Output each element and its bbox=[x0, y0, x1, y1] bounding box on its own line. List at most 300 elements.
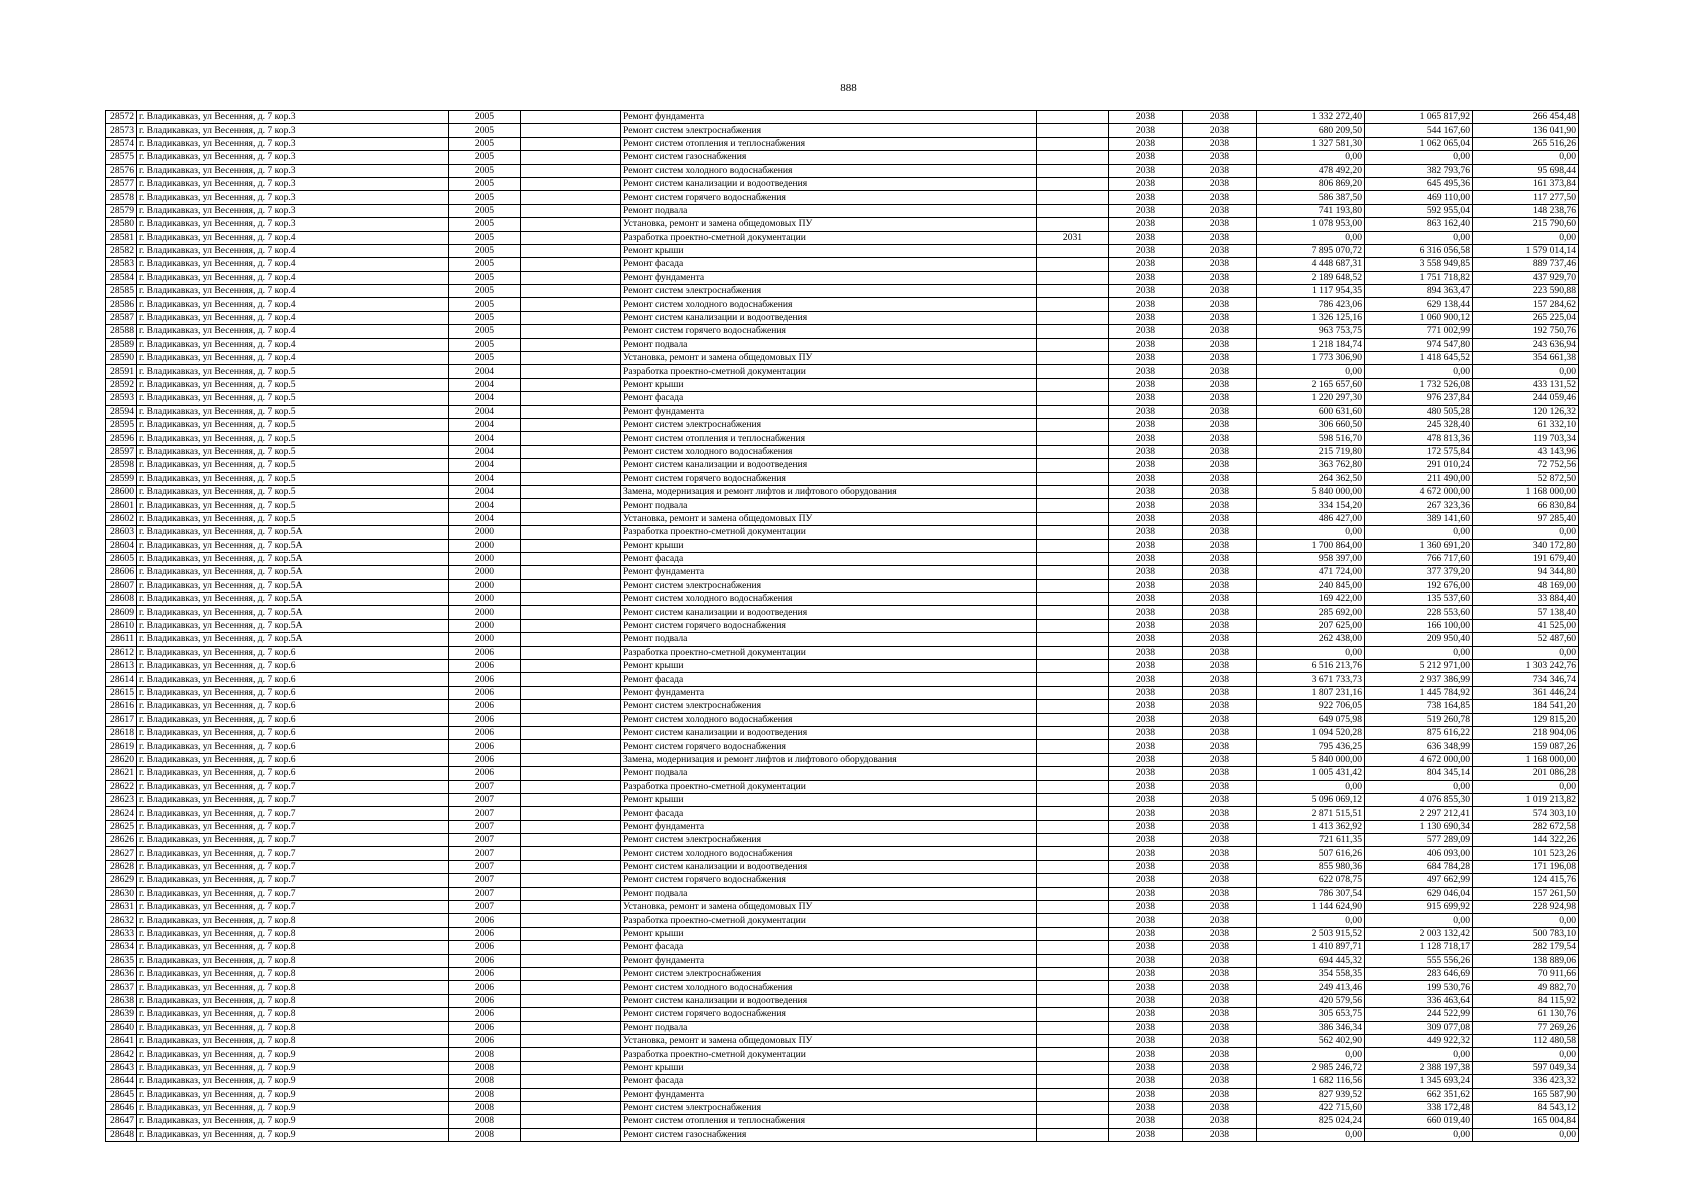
plan-end-year-cell: 2038 bbox=[1183, 860, 1257, 873]
total-cost-cell: 622 078,75 bbox=[1257, 874, 1365, 887]
work-type-cell: Замена, модернизация и ремонт лифтов и лифтового оборудования bbox=[621, 753, 1037, 766]
blank-cell bbox=[521, 780, 621, 793]
table-row bbox=[106, 834, 1579, 847]
plan-start-year-cell: 2038 bbox=[1109, 204, 1183, 217]
design-year-cell bbox=[1037, 204, 1109, 217]
fund-share-cell: 6 316 056,58 bbox=[1365, 244, 1473, 257]
build-year-cell: 2005 bbox=[449, 231, 521, 244]
design-year-cell bbox=[1037, 244, 1109, 257]
build-year-cell: 2005 bbox=[449, 311, 521, 324]
fund-share-cell: 497 662,99 bbox=[1365, 874, 1473, 887]
blank-cell bbox=[521, 405, 621, 418]
fund-share-cell: 766 717,60 bbox=[1365, 552, 1473, 565]
build-year-cell: 2007 bbox=[449, 901, 521, 914]
build-year-cell: 2006 bbox=[449, 726, 521, 739]
plan-end-year-cell: 2038 bbox=[1183, 325, 1257, 338]
owner-share-cell: 223 590,88 bbox=[1473, 285, 1579, 298]
owner-share-cell: 192 750,76 bbox=[1473, 325, 1579, 338]
plan-end-year-cell: 2038 bbox=[1183, 432, 1257, 445]
work-type-cell: Ремонт систем отопления и теплоснабжения bbox=[621, 137, 1037, 150]
total-cost-cell: 963 753,75 bbox=[1257, 325, 1365, 338]
row-id-cell: 28604 bbox=[106, 539, 137, 552]
plan-start-year-cell: 2038 bbox=[1109, 994, 1183, 1007]
total-cost-cell: 169 422,00 bbox=[1257, 593, 1365, 606]
plan-start-year-cell: 2038 bbox=[1109, 445, 1183, 458]
plan-end-year-cell: 2038 bbox=[1183, 137, 1257, 150]
row-id-cell: 28633 bbox=[106, 927, 137, 940]
work-type-cell: Ремонт систем электроснабжения bbox=[621, 418, 1037, 431]
work-type-cell: Ремонт фасада bbox=[621, 673, 1037, 686]
build-year-cell: 2006 bbox=[449, 1021, 521, 1034]
total-cost-cell: 786 307,54 bbox=[1257, 887, 1365, 900]
plan-end-year-cell: 2038 bbox=[1183, 311, 1257, 324]
plan-end-year-cell: 2038 bbox=[1183, 1075, 1257, 1088]
owner-share-cell: 61 130,76 bbox=[1473, 1008, 1579, 1021]
build-year-cell: 2006 bbox=[449, 914, 521, 927]
work-type-cell: Ремонт фасада bbox=[621, 807, 1037, 820]
work-type-cell: Установка, ремонт и замена общедомовых ПУ bbox=[621, 512, 1037, 525]
total-cost-cell: 855 980,36 bbox=[1257, 860, 1365, 873]
plan-start-year-cell: 2038 bbox=[1109, 512, 1183, 525]
row-id-cell: 28601 bbox=[106, 499, 137, 512]
blank-cell bbox=[521, 552, 621, 565]
design-year-cell bbox=[1037, 606, 1109, 619]
work-type-cell: Разработка проектно-сметной документации bbox=[621, 914, 1037, 927]
fund-share-cell: 555 556,26 bbox=[1365, 954, 1473, 967]
build-year-cell: 2005 bbox=[449, 285, 521, 298]
build-year-cell: 2006 bbox=[449, 753, 521, 766]
row-id-cell: 28582 bbox=[106, 244, 137, 257]
row-id-cell: 28626 bbox=[106, 834, 137, 847]
plan-end-year-cell: 2038 bbox=[1183, 927, 1257, 940]
row-id-cell: 28608 bbox=[106, 593, 137, 606]
plan-start-year-cell: 2038 bbox=[1109, 593, 1183, 606]
total-cost-cell: 1 078 953,00 bbox=[1257, 218, 1365, 231]
plan-start-year-cell: 2038 bbox=[1109, 874, 1183, 887]
build-year-cell: 2004 bbox=[449, 392, 521, 405]
design-year-cell bbox=[1037, 740, 1109, 753]
plan-start-year-cell: 2038 bbox=[1109, 914, 1183, 927]
row-id-cell: 28607 bbox=[106, 579, 137, 592]
work-type-cell: Ремонт систем холодного водоснабжения bbox=[621, 981, 1037, 994]
table-row bbox=[106, 686, 1579, 699]
fund-share-cell: 660 019,40 bbox=[1365, 1115, 1473, 1128]
design-year-cell bbox=[1037, 981, 1109, 994]
design-year-cell bbox=[1037, 258, 1109, 271]
blank-cell bbox=[521, 847, 621, 860]
design-year-cell bbox=[1037, 1101, 1109, 1114]
plan-end-year-cell: 2038 bbox=[1183, 526, 1257, 539]
row-id-cell: 28637 bbox=[106, 981, 137, 994]
row-id-cell: 28647 bbox=[106, 1115, 137, 1128]
owner-share-cell: 97 285,40 bbox=[1473, 512, 1579, 525]
fund-share-cell: 0,00 bbox=[1365, 646, 1473, 659]
plan-end-year-cell: 2038 bbox=[1183, 660, 1257, 673]
fund-share-cell: 406 093,00 bbox=[1365, 847, 1473, 860]
work-type-cell: Установка, ремонт и замена общедомовых ПУ bbox=[621, 1034, 1037, 1047]
owner-share-cell: 218 904,06 bbox=[1473, 726, 1579, 739]
table-row bbox=[106, 633, 1579, 646]
total-cost-cell: 240 845,00 bbox=[1257, 579, 1365, 592]
owner-share-cell: 340 172,80 bbox=[1473, 539, 1579, 552]
fund-share-cell: 684 784,28 bbox=[1365, 860, 1473, 873]
design-year-cell bbox=[1037, 526, 1109, 539]
fund-share-cell: 0,00 bbox=[1365, 1048, 1473, 1061]
total-cost-cell: 306 660,50 bbox=[1257, 418, 1365, 431]
plan-end-year-cell: 2038 bbox=[1183, 566, 1257, 579]
fund-share-cell: 244 522,99 bbox=[1365, 1008, 1473, 1021]
plan-start-year-cell: 2038 bbox=[1109, 767, 1183, 780]
design-year-cell bbox=[1037, 887, 1109, 900]
plan-end-year-cell: 2038 bbox=[1183, 753, 1257, 766]
plan-end-year-cell: 2038 bbox=[1183, 352, 1257, 365]
address-cell: г. Владикавказ, ул Весенняя, д. 7 кор.6 bbox=[137, 713, 449, 726]
blank-cell bbox=[521, 820, 621, 833]
table-row bbox=[106, 512, 1579, 525]
plan-end-year-cell: 2038 bbox=[1183, 994, 1257, 1007]
work-type-cell: Ремонт подвала bbox=[621, 633, 1037, 646]
blank-cell bbox=[521, 459, 621, 472]
owner-share-cell: 41 525,00 bbox=[1473, 619, 1579, 632]
owner-share-cell: 282 179,54 bbox=[1473, 941, 1579, 954]
owner-share-cell: 101 523,26 bbox=[1473, 847, 1579, 860]
design-year-cell bbox=[1037, 954, 1109, 967]
owner-share-cell: 57 138,40 bbox=[1473, 606, 1579, 619]
build-year-cell: 2006 bbox=[449, 686, 521, 699]
address-cell: г. Владикавказ, ул Весенняя, д. 7 кор.6 bbox=[137, 740, 449, 753]
blank-cell bbox=[521, 298, 621, 311]
address-cell: г. Владикавказ, ул Весенняя, д. 7 кор.5 bbox=[137, 365, 449, 378]
blank-cell bbox=[521, 124, 621, 137]
row-id-cell: 28641 bbox=[106, 1034, 137, 1047]
table-row bbox=[106, 552, 1579, 565]
work-type-cell: Разработка проектно-сметной документации bbox=[621, 365, 1037, 378]
owner-share-cell: 889 737,46 bbox=[1473, 258, 1579, 271]
blank-cell bbox=[521, 700, 621, 713]
fund-share-cell: 4 672 000,00 bbox=[1365, 753, 1473, 766]
work-type-cell: Ремонт систем холодного водоснабжения bbox=[621, 298, 1037, 311]
build-year-cell: 2006 bbox=[449, 927, 521, 940]
address-cell: г. Владикавказ, ул Весенняя, д. 7 кор.8 bbox=[137, 927, 449, 940]
address-cell: г. Владикавказ, ул Весенняя, д. 7 кор.9 bbox=[137, 1048, 449, 1061]
row-id-cell: 28617 bbox=[106, 713, 137, 726]
blank-cell bbox=[521, 713, 621, 726]
fund-share-cell: 0,00 bbox=[1365, 231, 1473, 244]
plan-end-year-cell: 2038 bbox=[1183, 954, 1257, 967]
total-cost-cell: 0,00 bbox=[1257, 365, 1365, 378]
design-year-cell bbox=[1037, 338, 1109, 351]
table-row bbox=[106, 1088, 1579, 1101]
table-row bbox=[106, 753, 1579, 766]
fund-share-cell: 449 922,32 bbox=[1365, 1034, 1473, 1047]
total-cost-cell: 262 438,00 bbox=[1257, 633, 1365, 646]
total-cost-cell: 825 024,24 bbox=[1257, 1115, 1365, 1128]
row-id-cell: 28638 bbox=[106, 994, 137, 1007]
blank-cell bbox=[521, 285, 621, 298]
plan-end-year-cell: 2038 bbox=[1183, 177, 1257, 190]
plan-end-year-cell: 2038 bbox=[1183, 901, 1257, 914]
fund-share-cell: 1 732 526,08 bbox=[1365, 378, 1473, 391]
owner-share-cell: 1 303 242,76 bbox=[1473, 660, 1579, 673]
table-row bbox=[106, 365, 1579, 378]
work-type-cell: Ремонт крыши bbox=[621, 378, 1037, 391]
plan-start-year-cell: 2038 bbox=[1109, 1088, 1183, 1101]
table-row bbox=[106, 901, 1579, 914]
fund-share-cell: 0,00 bbox=[1365, 526, 1473, 539]
design-year-cell bbox=[1037, 405, 1109, 418]
build-year-cell: 2007 bbox=[449, 807, 521, 820]
owner-share-cell: 361 446,24 bbox=[1473, 686, 1579, 699]
address-cell: г. Владикавказ, ул Весенняя, д. 7 кор.5 bbox=[137, 432, 449, 445]
plan-start-year-cell: 2038 bbox=[1109, 807, 1183, 820]
total-cost-cell: 0,00 bbox=[1257, 1048, 1365, 1061]
fund-share-cell: 291 010,24 bbox=[1365, 459, 1473, 472]
fund-share-cell: 377 379,20 bbox=[1365, 566, 1473, 579]
row-id-cell: 28578 bbox=[106, 191, 137, 204]
design-year-cell bbox=[1037, 927, 1109, 940]
table-row bbox=[106, 914, 1579, 927]
address-cell: г. Владикавказ, ул Весенняя, д. 7 кор.9 bbox=[137, 1075, 449, 1088]
work-type-cell: Установка, ремонт и замена общедомовых ПУ bbox=[621, 218, 1037, 231]
build-year-cell: 2005 bbox=[449, 258, 521, 271]
blank-cell bbox=[521, 1021, 621, 1034]
fund-share-cell: 478 813,36 bbox=[1365, 432, 1473, 445]
build-year-cell: 2007 bbox=[449, 874, 521, 887]
owner-share-cell: 77 269,26 bbox=[1473, 1021, 1579, 1034]
total-cost-cell: 0,00 bbox=[1257, 526, 1365, 539]
design-year-cell bbox=[1037, 539, 1109, 552]
fund-share-cell: 336 463,64 bbox=[1365, 994, 1473, 1007]
fund-share-cell: 135 537,60 bbox=[1365, 593, 1473, 606]
plan-start-year-cell: 2038 bbox=[1109, 191, 1183, 204]
build-year-cell: 2005 bbox=[449, 204, 521, 217]
total-cost-cell: 2 165 657,60 bbox=[1257, 378, 1365, 391]
row-id-cell: 28646 bbox=[106, 1101, 137, 1114]
work-type-cell: Ремонт систем горячего водоснабжения bbox=[621, 325, 1037, 338]
build-year-cell: 2005 bbox=[449, 137, 521, 150]
row-id-cell: 28609 bbox=[106, 606, 137, 619]
build-year-cell: 2004 bbox=[449, 445, 521, 458]
build-year-cell: 2006 bbox=[449, 981, 521, 994]
build-year-cell: 2005 bbox=[449, 124, 521, 137]
design-year-cell bbox=[1037, 472, 1109, 485]
plan-end-year-cell: 2038 bbox=[1183, 1088, 1257, 1101]
row-id-cell: 28620 bbox=[106, 753, 137, 766]
work-type-cell: Ремонт подвала bbox=[621, 1021, 1037, 1034]
build-year-cell: 2004 bbox=[449, 432, 521, 445]
work-type-cell: Разработка проектно-сметной документации bbox=[621, 646, 1037, 659]
total-cost-cell: 1 117 954,35 bbox=[1257, 285, 1365, 298]
plan-start-year-cell: 2038 bbox=[1109, 539, 1183, 552]
fund-share-cell: 338 172,48 bbox=[1365, 1101, 1473, 1114]
fund-share-cell: 592 955,04 bbox=[1365, 204, 1473, 217]
table-row bbox=[106, 860, 1579, 873]
row-id-cell: 28618 bbox=[106, 726, 137, 739]
table-row bbox=[106, 713, 1579, 726]
plan-end-year-cell: 2038 bbox=[1183, 151, 1257, 164]
fund-share-cell: 0,00 bbox=[1365, 1128, 1473, 1141]
work-type-cell: Ремонт систем канализации и водоотведения bbox=[621, 311, 1037, 324]
work-type-cell: Ремонт подвала bbox=[621, 767, 1037, 780]
plan-end-year-cell: 2038 bbox=[1183, 418, 1257, 431]
plan-end-year-cell: 2038 bbox=[1183, 191, 1257, 204]
owner-share-cell: 266 454,48 bbox=[1473, 111, 1579, 124]
design-year-cell bbox=[1037, 352, 1109, 365]
fund-share-cell: 3 558 949,85 bbox=[1365, 258, 1473, 271]
owner-share-cell: 0,00 bbox=[1473, 914, 1579, 927]
total-cost-cell: 694 445,32 bbox=[1257, 954, 1365, 967]
table-row bbox=[106, 1075, 1579, 1088]
design-year-cell bbox=[1037, 579, 1109, 592]
blank-cell bbox=[521, 352, 621, 365]
total-cost-cell: 478 492,20 bbox=[1257, 164, 1365, 177]
fund-share-cell: 309 077,08 bbox=[1365, 1021, 1473, 1034]
work-type-cell: Ремонт фундамента bbox=[621, 954, 1037, 967]
table-row bbox=[106, 499, 1579, 512]
plan-end-year-cell: 2038 bbox=[1183, 619, 1257, 632]
total-cost-cell: 1 700 864,00 bbox=[1257, 539, 1365, 552]
build-year-cell: 2005 bbox=[449, 218, 521, 231]
work-type-cell: Ремонт фундамента bbox=[621, 686, 1037, 699]
address-cell: г. Владикавказ, ул Весенняя, д. 7 кор.5А bbox=[137, 579, 449, 592]
total-cost-cell: 1 220 297,30 bbox=[1257, 392, 1365, 405]
design-year-cell bbox=[1037, 820, 1109, 833]
address-cell: г. Владикавказ, ул Весенняя, д. 7 кор.7 bbox=[137, 820, 449, 833]
table-row bbox=[106, 298, 1579, 311]
plan-start-year-cell: 2038 bbox=[1109, 1021, 1183, 1034]
plan-end-year-cell: 2038 bbox=[1183, 1021, 1257, 1034]
plan-start-year-cell: 2038 bbox=[1109, 673, 1183, 686]
work-type-cell: Ремонт подвала bbox=[621, 499, 1037, 512]
work-type-cell: Ремонт систем канализации и водоотведения bbox=[621, 994, 1037, 1007]
work-type-cell: Ремонт фундамента bbox=[621, 1088, 1037, 1101]
table-row bbox=[106, 847, 1579, 860]
fund-share-cell: 894 363,47 bbox=[1365, 285, 1473, 298]
fund-share-cell: 172 575,84 bbox=[1365, 445, 1473, 458]
build-year-cell: 2006 bbox=[449, 968, 521, 981]
fund-share-cell: 2 297 212,41 bbox=[1365, 807, 1473, 820]
owner-share-cell: 0,00 bbox=[1473, 1128, 1579, 1141]
blank-cell bbox=[521, 726, 621, 739]
blank-cell bbox=[521, 660, 621, 673]
owner-share-cell: 124 415,76 bbox=[1473, 874, 1579, 887]
total-cost-cell: 1 094 520,28 bbox=[1257, 726, 1365, 739]
blank-cell bbox=[521, 539, 621, 552]
fund-share-cell: 2 937 386,99 bbox=[1365, 673, 1473, 686]
fund-share-cell: 0,00 bbox=[1365, 151, 1473, 164]
address-cell: г. Владикавказ, ул Весенняя, д. 7 кор.4 bbox=[137, 298, 449, 311]
build-year-cell: 2007 bbox=[449, 780, 521, 793]
row-id-cell: 28634 bbox=[106, 941, 137, 954]
table-row bbox=[106, 887, 1579, 900]
table-row bbox=[106, 432, 1579, 445]
owner-share-cell: 171 196,08 bbox=[1473, 860, 1579, 873]
build-year-cell: 2004 bbox=[449, 512, 521, 525]
total-cost-cell: 741 193,80 bbox=[1257, 204, 1365, 217]
total-cost-cell: 0,00 bbox=[1257, 231, 1365, 244]
address-cell: г. Владикавказ, ул Весенняя, д. 7 кор.8 bbox=[137, 994, 449, 1007]
plan-end-year-cell: 2038 bbox=[1183, 1034, 1257, 1047]
fund-share-cell: 1 751 718,82 bbox=[1365, 271, 1473, 284]
design-year-cell bbox=[1037, 767, 1109, 780]
build-year-cell: 2004 bbox=[449, 459, 521, 472]
plan-end-year-cell: 2038 bbox=[1183, 1008, 1257, 1021]
table-row bbox=[106, 258, 1579, 271]
address-cell: г. Владикавказ, ул Весенняя, д. 7 кор.7 bbox=[137, 780, 449, 793]
address-cell: г. Владикавказ, ул Весенняя, д. 7 кор.8 bbox=[137, 914, 449, 927]
address-cell: г. Владикавказ, ул Весенняя, д. 7 кор.5 bbox=[137, 485, 449, 498]
plan-end-year-cell: 2038 bbox=[1183, 941, 1257, 954]
owner-share-cell: 161 373,84 bbox=[1473, 177, 1579, 190]
plan-start-year-cell: 2038 bbox=[1109, 566, 1183, 579]
plan-start-year-cell: 2038 bbox=[1109, 968, 1183, 981]
plan-end-year-cell: 2038 bbox=[1183, 700, 1257, 713]
design-year-cell bbox=[1037, 686, 1109, 699]
address-cell: г. Владикавказ, ул Весенняя, д. 7 кор.3 bbox=[137, 151, 449, 164]
blank-cell bbox=[521, 914, 621, 927]
work-type-cell: Ремонт систем канализации и водоотведения bbox=[621, 606, 1037, 619]
plan-end-year-cell: 2038 bbox=[1183, 633, 1257, 646]
total-cost-cell: 420 579,56 bbox=[1257, 994, 1365, 1007]
build-year-cell: 2005 bbox=[449, 164, 521, 177]
work-type-cell: Установка, ремонт и замена общедомовых ПУ bbox=[621, 901, 1037, 914]
blank-cell bbox=[521, 686, 621, 699]
build-year-cell: 2004 bbox=[449, 485, 521, 498]
plan-start-year-cell: 2038 bbox=[1109, 1075, 1183, 1088]
total-cost-cell: 795 436,25 bbox=[1257, 740, 1365, 753]
blank-cell bbox=[521, 887, 621, 900]
address-cell: г. Владикавказ, ул Весенняя, д. 7 кор.5А bbox=[137, 566, 449, 579]
address-cell: г. Владикавказ, ул Весенняя, д. 7 кор.9 bbox=[137, 1115, 449, 1128]
row-id-cell: 28632 bbox=[106, 914, 137, 927]
design-year-cell bbox=[1037, 994, 1109, 1007]
blank-cell bbox=[521, 311, 621, 324]
plan-end-year-cell: 2038 bbox=[1183, 820, 1257, 833]
owner-share-cell: 265 225,04 bbox=[1473, 311, 1579, 324]
row-id-cell: 28590 bbox=[106, 352, 137, 365]
build-year-cell: 2000 bbox=[449, 619, 521, 632]
blank-cell bbox=[521, 1075, 621, 1088]
fund-share-cell: 469 110,00 bbox=[1365, 191, 1473, 204]
work-type-cell: Ремонт систем электроснабжения bbox=[621, 834, 1037, 847]
plan-end-year-cell: 2038 bbox=[1183, 1061, 1257, 1074]
total-cost-cell: 5 840 000,00 bbox=[1257, 753, 1365, 766]
plan-end-year-cell: 2038 bbox=[1183, 258, 1257, 271]
total-cost-cell: 6 516 213,76 bbox=[1257, 660, 1365, 673]
work-type-cell: Ремонт систем газоснабжения bbox=[621, 1128, 1037, 1141]
table-row bbox=[106, 606, 1579, 619]
plan-end-year-cell: 2038 bbox=[1183, 285, 1257, 298]
address-cell: г. Владикавказ, ул Весенняя, д. 7 кор.4 bbox=[137, 352, 449, 365]
plan-start-year-cell: 2038 bbox=[1109, 606, 1183, 619]
total-cost-cell: 354 558,35 bbox=[1257, 968, 1365, 981]
plan-start-year-cell: 2038 bbox=[1109, 1115, 1183, 1128]
fund-share-cell: 267 323,36 bbox=[1365, 499, 1473, 512]
design-year-cell bbox=[1037, 660, 1109, 673]
plan-start-year-cell: 2038 bbox=[1109, 485, 1183, 498]
address-cell: г. Владикавказ, ул Весенняя, д. 7 кор.3 bbox=[137, 177, 449, 190]
build-year-cell: 2006 bbox=[449, 1008, 521, 1021]
owner-share-cell: 120 126,32 bbox=[1473, 405, 1579, 418]
table-row bbox=[106, 927, 1579, 940]
fund-share-cell: 1 418 645,52 bbox=[1365, 352, 1473, 365]
owner-share-cell: 52 487,60 bbox=[1473, 633, 1579, 646]
total-cost-cell: 680 209,50 bbox=[1257, 124, 1365, 137]
plan-end-year-cell: 2038 bbox=[1183, 834, 1257, 847]
fund-share-cell: 228 553,60 bbox=[1365, 606, 1473, 619]
plan-end-year-cell: 2038 bbox=[1183, 485, 1257, 498]
total-cost-cell: 2 189 648,52 bbox=[1257, 271, 1365, 284]
